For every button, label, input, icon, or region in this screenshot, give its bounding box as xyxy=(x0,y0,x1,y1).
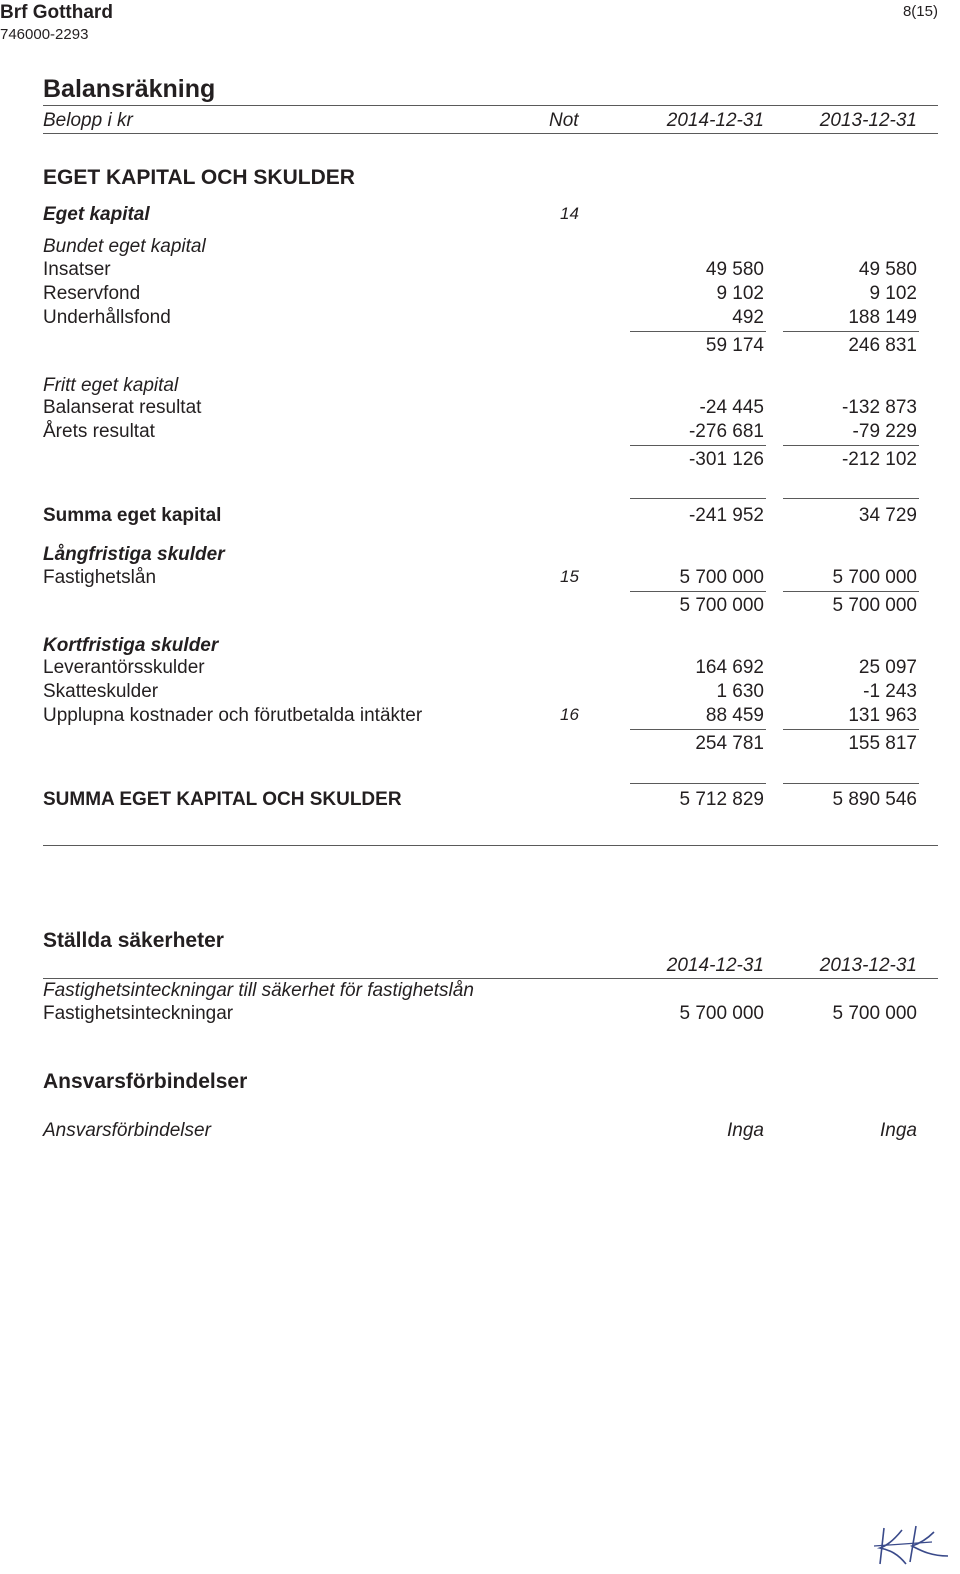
column-header-row xyxy=(43,110,923,134)
col-label: Belopp i kr xyxy=(43,110,133,131)
subtotal-row: 254 781 155 817 xyxy=(695,733,917,754)
subtotal-row: -301 126 -212 102 xyxy=(688,449,917,470)
table-row: Ansvarsförbindelser Inga Inga xyxy=(43,1120,917,1141)
table-row: Skatteskulder 1 630 -1 243 xyxy=(43,681,917,702)
table-row: Underhållsfond 492 188 149 xyxy=(43,307,917,328)
header-rule xyxy=(43,133,938,134)
subtotal-rule xyxy=(630,591,766,592)
section-title: EGET KAPITAL OCH SKULDER xyxy=(43,166,355,189)
subtotal-rule xyxy=(630,729,766,730)
subtotal-rule xyxy=(783,591,919,592)
pledged-title: Ställda säkerheter xyxy=(43,929,224,952)
equity-heading: Eget kapital xyxy=(43,204,150,225)
table-row: Leverantörsskulder 164 692 25 097 xyxy=(43,657,917,678)
equity-note: 14 xyxy=(560,204,579,223)
subtotal-row: 59 174 246 831 xyxy=(705,335,917,356)
table-row: Fastighetsinteckningar 5 700 000 5 700 000 xyxy=(43,1003,917,1024)
table-row: Fastighetslån 15 5 700 000 5 700 000 xyxy=(43,567,917,588)
subtotal-rule xyxy=(783,729,919,730)
pledged-subheading: Fastighetsinteckningar till säkerhet för fastighetslån xyxy=(43,980,474,1001)
total-rule xyxy=(783,498,919,499)
subtotal-rule xyxy=(630,445,766,446)
free-heading: Fritt eget kapital xyxy=(43,375,179,396)
table-row: Upplupna kostnader och förutbetalda intäkter 16 88 459 131 963 xyxy=(43,705,917,726)
pledged-rule xyxy=(43,978,938,979)
shortterm-heading: Kortfristiga skulder xyxy=(43,635,219,656)
total-rule xyxy=(630,498,766,499)
org-number: 746000-2293 xyxy=(0,26,89,43)
page-number: 8(15) xyxy=(902,3,938,20)
title-rule xyxy=(43,105,938,106)
subtotal-rule xyxy=(783,445,919,446)
initials-signature xyxy=(872,1520,952,1570)
contingent-title: Ansvarsförbindelser xyxy=(43,1070,248,1093)
equity-heading-row xyxy=(43,204,923,228)
table-row: Balanserat resultat -24 445 -132 873 xyxy=(43,397,917,418)
table-row: Årets resultat -276 681 -79 229 xyxy=(43,421,917,442)
subtotal-rule xyxy=(630,331,766,332)
grand-total-rule xyxy=(43,845,938,846)
col-prior: 2013-12-31 xyxy=(819,110,917,131)
subtotal-rule xyxy=(783,331,919,332)
col-note: Not xyxy=(549,110,579,131)
total-rule xyxy=(783,783,919,784)
table-row: Insatser 49 580 49 580 xyxy=(43,259,917,280)
col-current: 2014-12-31 xyxy=(666,110,764,131)
pledged-column-header: 2014-12-31 2013-12-31 xyxy=(666,955,917,976)
equity-total-row: Summa eget kapital -241 952 34 729 xyxy=(43,505,917,526)
company-name: Brf Gotthard xyxy=(0,2,113,23)
total-rule xyxy=(630,783,766,784)
balance-title: Balansräkning xyxy=(43,75,216,103)
restricted-heading: Bundet eget kapital xyxy=(43,236,206,257)
grand-total-row: SUMMA EGET KAPITAL OCH SKULDER 5 712 829 5 890 546 xyxy=(43,789,917,810)
table-row: Reservfond 9 102 9 102 xyxy=(43,283,917,304)
longterm-heading: Långfristiga skulder xyxy=(43,544,225,565)
subtotal-row: 5 700 000 5 700 000 xyxy=(679,595,917,616)
